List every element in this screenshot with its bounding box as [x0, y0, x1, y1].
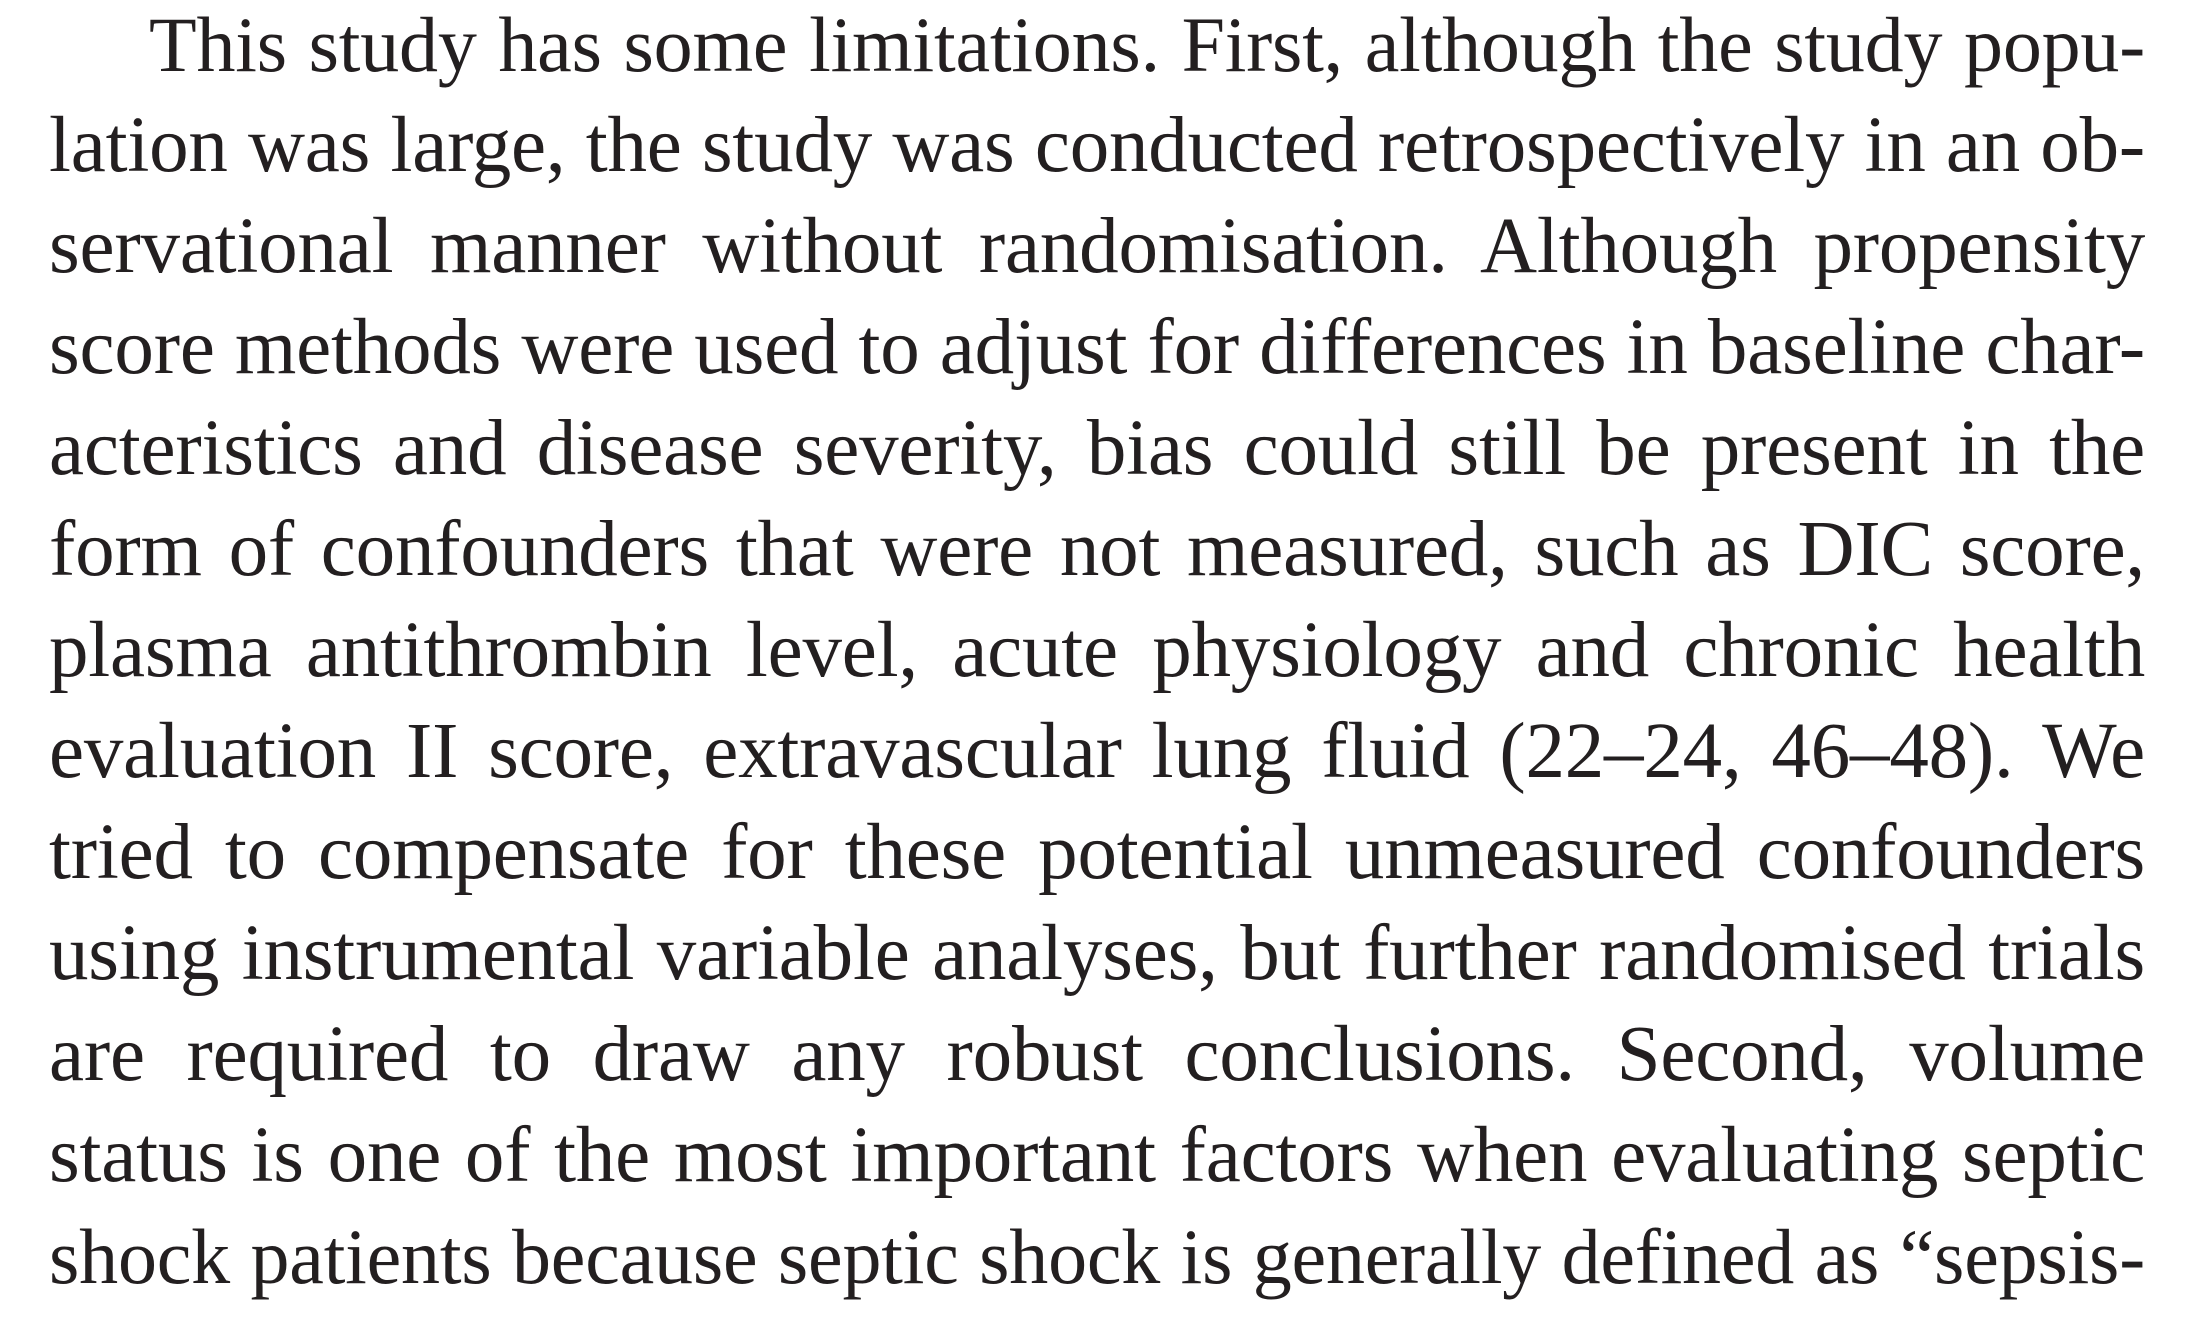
- paragraph-line-2: lation was large, the study was conducted retrospectively in an ob-: [49, 102, 2145, 189]
- paragraph-line-4: score methods were used to adjust for differences in baseline char-: [49, 304, 2145, 391]
- document-page: [49, 0, 2145, 1321]
- paragraph-line-9: tried to compensate for these potential unmeasured confounders: [49, 809, 2145, 896]
- paragraph-line-7: plasma antithrombin level, acute physiology and chronic health: [49, 607, 2145, 694]
- paragraph-line-13: shock patients because septic shock is generally defined as “sepsis-: [49, 1213, 2145, 1300]
- paragraph-line-3: servational manner without randomisation. Although propensity: [49, 203, 2145, 290]
- paragraph-line-1: This study has some limitations. First, although the study popu-: [149, 1, 2145, 88]
- paragraph-line-10: using instrumental variable analyses, but further randomised trials: [49, 910, 2145, 997]
- paragraph-line-8: evaluation II score, extravascular lung fluid (22–24, 46–48). We: [49, 708, 2145, 795]
- paragraph-line-6: form of confounders that were not measured, such as DIC score,: [49, 506, 2145, 593]
- paragraph-line-12: status is one of the most important factors when evaluating septic: [49, 1112, 2145, 1199]
- paragraph-line-11: are required to draw any robust conclusions. Second, volume: [49, 1011, 2145, 1098]
- paragraph-line-5: acteristics and disease severity, bias could still be present in the: [49, 405, 2145, 492]
